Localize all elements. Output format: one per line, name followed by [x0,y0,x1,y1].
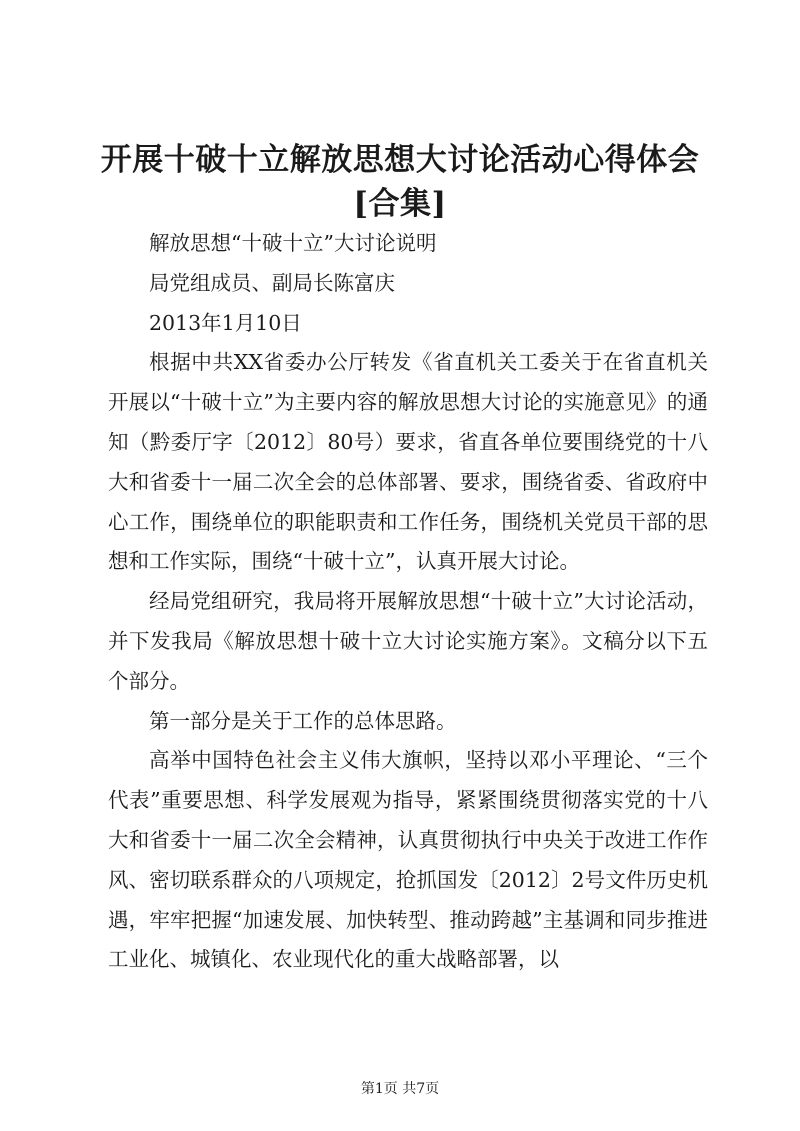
document-body [108,224,708,980]
explanation-heading: 解放思想“十破十立”大讨论说明 [149,231,437,255]
body-paragraph: 根据中共XX省委办公厅转发《省直机关工委关于在省直机关开展以“十破十立”为主要内容的解放思想大讨论的实施意见》的通知（黔委厅字〔2012〕80号）要求，省直各单位要围绕党的十八大和省委十一届二次全会的总体部署、要求，围绕省委、省政府中心工作，围绕单位的职能职责和工作任务，围绕机关党员干部的思想和工作实际，围绕“十破十立”，认真开展大讨论。 [108,350,708,574]
document-title: 开展十破十立解放思想大讨论活动心得体会[合集] [100,142,700,222]
author-line: 局党组成员、副局长陈富庆 [149,270,395,295]
body-paragraph: 高举中国特色社会主义伟大旗帜，坚持以邓小平理论、“三个代表”重要思想、科学发展观为指导，紧紧围绕贯彻落实党的十八大和省委十一届二次全会精神，认真贯彻执行中央关于改进工作作风、密切联系群众的八项规定，抢抓国发〔2012〕2号文件历史机遇，牢牢把握“加速发展、加快转型、推动跨越”主基调和同步推进工业化、城镇化、农业现代化的重大战略部署，以 [108,748,708,972]
body-paragraph: 经局党组研究，我局将开展解放思想“十破十立”大讨论活动，并下发我局《解放思想十破十立大讨论实施方案》。文稿分以下五个部分。 [108,589,708,693]
page-number: 第1页 共7页 [360,1081,440,1097]
date-line: 2013年1月10日 [149,310,302,335]
section-heading: 第一部分是关于工作的总体思路。 [149,708,457,733]
